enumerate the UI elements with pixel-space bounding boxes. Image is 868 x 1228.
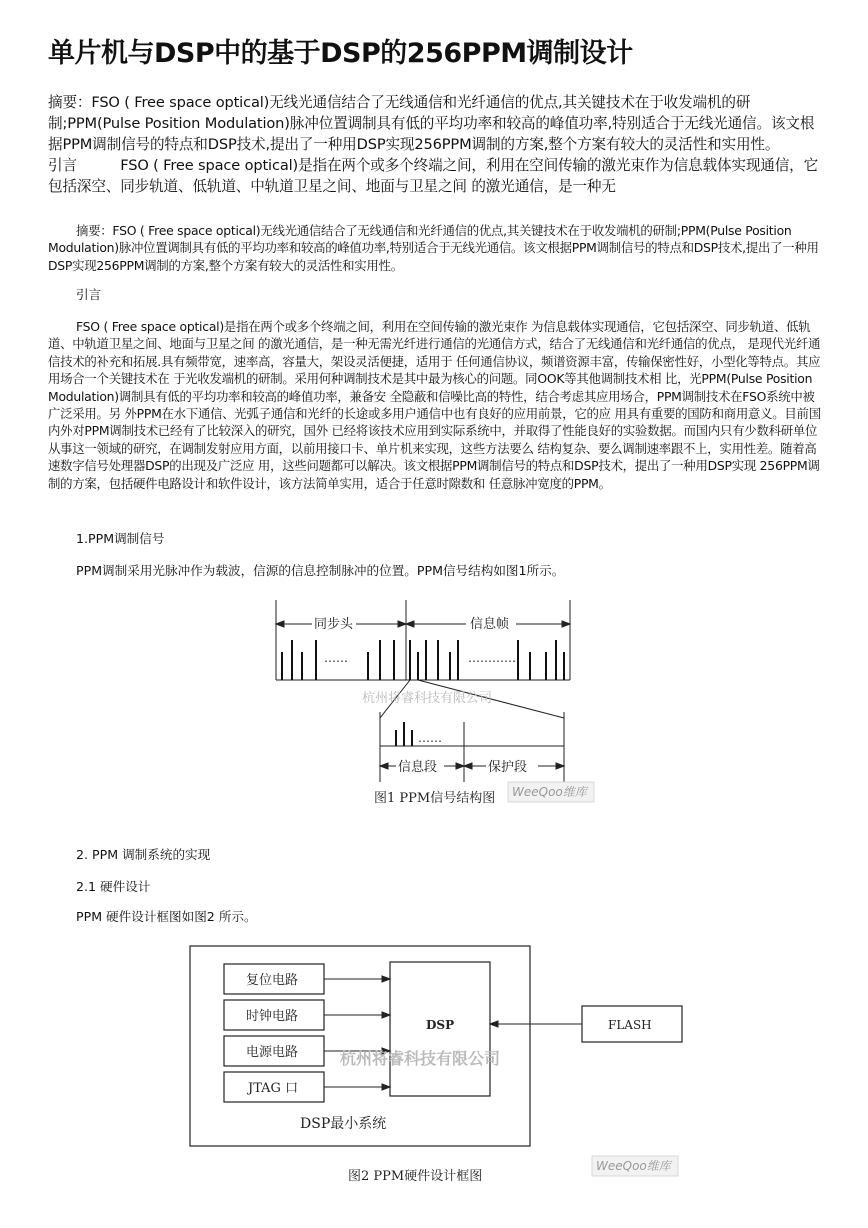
fig2-clock-block: 时钟电路 [246, 1009, 299, 1024]
fig2-dsp-block: DSP [426, 1018, 455, 1032]
section21-text: PPM 硬件设计框图如图2 所示。 [76, 909, 257, 924]
fig2-caption: 图2 PPM硬件设计框图 [348, 1169, 483, 1184]
fig1-caption: 图1 PPM信号结构图 [374, 791, 496, 806]
fig2-watermark-logo [592, 1156, 678, 1176]
fig2-flash-block: FLASH [608, 1018, 652, 1032]
section21-heading: 2.1 硬件设计 [76, 879, 151, 894]
page-title: 单片机与DSP中的基于DSP的256PPM调制设计 [48, 38, 633, 69]
fig1-dots-zoom: …… [418, 731, 442, 745]
svg-text:WeeQoo维库: WeeQoo维库 [596, 1159, 671, 1173]
fig2-watermark-company: 杭州将睿科技有限公司 [340, 1049, 501, 1068]
fig2-reset-block: 复位电路 [246, 973, 299, 988]
section2-heading: 2. PPM 调制系统的实现 [76, 847, 211, 862]
fig1-info-segment-label: 信息段 [398, 760, 438, 775]
fig1-dots-frame: ………… [468, 651, 516, 665]
abstract-summary: 摘要：FSO ( Free space optical)无线光通信结合了无线通信和光纤通信的优点,其关键技术在于收发端机的研制;PPM(Pulse Position Modulation)脉冲位置调制具有低的平均功率和较高的峰值功率,特别适合于无线光通信。该文根据PPM调制信号的特点和DSP技术,提出了一种用DSP实现256PPM调制的方案,整个方案有较大的灵活性和实用性。 引言 FSO ( Free space optical)是指在两个或多个终端之间，利用在空间传输的激光束作为信息载体实现通信，它包括深空、同步轨道、低轨道、中轨道卫星之间、地面与卫星之间 的激光通信，是一种无 [48, 94, 819, 195]
intro-heading: 引言 [76, 287, 102, 302]
section1-heading: 1.PPM调制信号 [76, 531, 165, 546]
fig1-info-frame-label: 信息帧 [470, 617, 510, 632]
fig2-power-block: 电源电路 [246, 1045, 299, 1060]
section1-text: PPM调制采用光脉冲作为载波，信源的信息控制脉冲的位置。PPM信号结构如图1所示。 [76, 563, 565, 578]
fig1-guard-segment-label: 保护段 [488, 760, 528, 775]
fig1-sync-label: 同步头 [314, 617, 354, 632]
fig1-watermark-company: 杭州将睿科技有限公司 [362, 691, 493, 706]
fig2-jtag-block: JTAG 口 [248, 1081, 299, 1096]
intro-paragraph: FSO ( Free space optical)是指在两个或多个终端之间，利用在空间传输的激光束作 为信息载体实现通信，它包括深空、同步轨道、低轨道、中轨道卫星之间、地面与卫星之间 的激光通信，是一种无需光纤进行通信的光通信方式，结合了无线通信和光纤通信的优点， 是现代光纤通信技术的补充和拓展.具有频带宽，速率高，容量大，架设灵活便捷，适用于 任何通信协议，频谱资源丰富，传输保密性好，小型化等特点。其应用场合一个关键技术在 于光收发端机的研制。采用何种调制技术是其中最为核心的问题。同OOK等其他调制技术相 比，光PPM(Pulse Position Modulation)调制具有低的平均功率和较高的峰值功率，兼备安 全隐蔽和信噪比高的特性，结合考虑其应用场合，PPM调制技术在FSO系统中被广泛采用。另 外PPM在水下通信、光弧子通信和光纤的长途或多用户通信中也有良好的应用前景，它的应 用具有重要的国防和商用意义。目前国内外对PPM调制技术已经有了比较深入的研究，国外 已经将该技术应用到实际系统中，并取得了性能良好的实验数据。而国内只有少数科研单位 从事这一领域的研究，在调制发射应用方面，以前用接口卡、单片机来实现，这些方法要么 结构复杂、要么调制速率跟不上，实用性差。随着高速数字信号处理器DSP的出现及广泛应 用，这些问题都可以解决。该文根据PPM调制信号的特点和DSP技术，提出了一种用DSP实现 256PPM调制的方案，包括硬件电路设计和软件设计，该方法简单实用，适合于任意时隙数和 任意脉冲宽度的PPM。 [48, 319, 821, 491]
svg-text:WeeQoo维库: WeeQoo维库 [512, 785, 587, 799]
abstract-paragraph: 摘要：FSO ( Free space optical)无线光通信结合了无线通信和光纤通信的优点,其关键技术在于收发端机的研制;PPM(Pulse Position Modulation)脉冲位置调制具有低的平均功率和较高的峰值功率,特别适合于无线光通信。该文根据PPM调制信号的特点和DSP技术,提出了一种用DSP实现256PPM调制的方案,整个方案有较大的灵活性和实用性。 [48, 223, 819, 273]
fig2-system-label: DSP最小系统 [300, 1116, 387, 1132]
fig1-dots-sync: …… [324, 651, 348, 665]
